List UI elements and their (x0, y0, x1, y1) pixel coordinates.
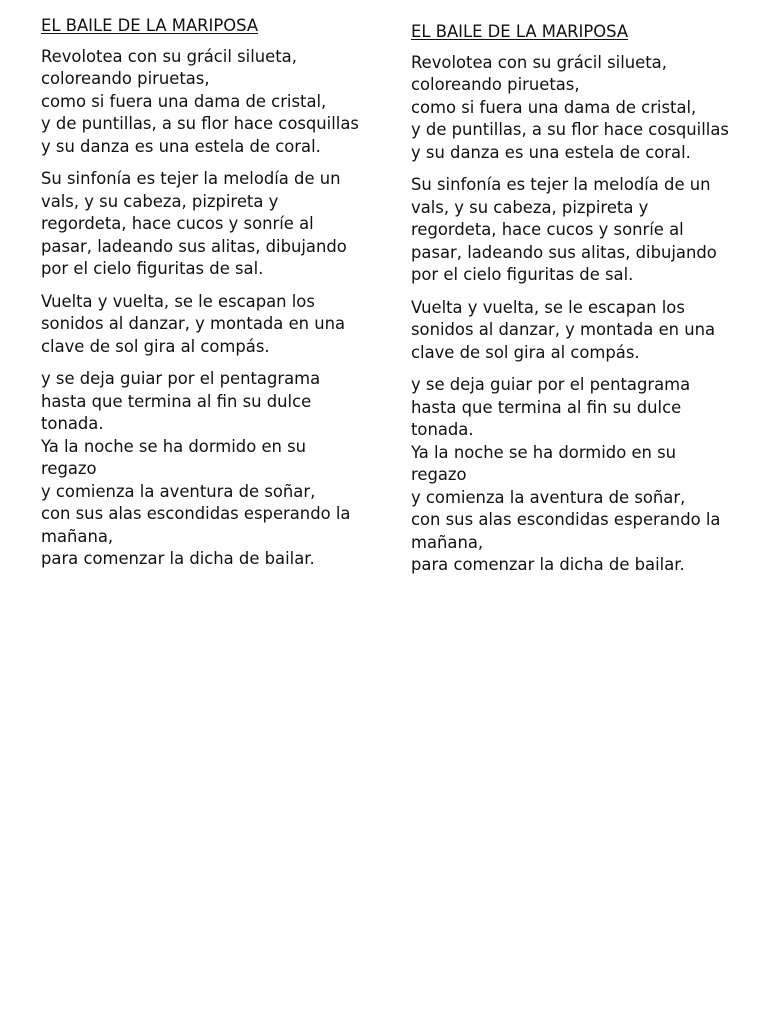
poem-line: Su sinfonía es tejer la melodía de un vals, y su cabeza, pizpireta y regordeta, hace cucos y sonríe al pasar, ladeando sus alitas, dibujando por el cielo figuritas de sal. (41, 169, 347, 278)
poem-line: Revolotea con su grácil silueta, coloreando piruetas, (41, 46, 297, 88)
poem-line: Vuelta y vuelta, se le escapan los sonidos al danzar, y montada en una clave de sol gira al compás. (41, 291, 346, 356)
poem-line: con sus alas escondidas esperando la mañana, (41, 504, 351, 546)
poem-line: y se deja guiar por el pentagrama hasta que termina al fin su dulce tonada. (411, 375, 691, 439)
poem-line: y se deja guiar por el pentagrama hasta que termina al fin su dulce tonada. (41, 369, 321, 433)
poem-line: para comenzar la dicha de bailar. (411, 555, 685, 574)
poem-line: para comenzar la dicha de bailar. (41, 549, 315, 568)
stanza-3 (41, 291, 361, 359)
stanza-4 (41, 368, 361, 571)
stanza-1 (41, 46, 361, 159)
poem-line: y de puntillas, a su flor hace cosquillas y su danza es una estela de coral. (41, 114, 359, 156)
poem-line: y comienza la aventura de soñar, (411, 487, 686, 507)
stanza-1 (411, 52, 731, 165)
poem-line: Su sinfonía es tejer la melodía de un vals, y su cabeza, pizpireta y regordeta, hace cucos y sonríe al pasar, ladeando sus alitas, dibujando por el cielo figuritas de sal. (411, 175, 717, 284)
poem-line: y de puntillas, a su flor hace cosquillas y su danza es una estela de coral. (411, 120, 729, 162)
poem-line: y comienza la aventura de soñar, (41, 481, 316, 501)
poem-line: como si fuera una dama de cristal, (411, 97, 697, 117)
poem-line: Ya la noche se ha dormido en su regazo (411, 442, 677, 484)
poem-title: EL BAILE DE LA MARIPOSA (41, 16, 259, 35)
stanza-2 (41, 168, 361, 281)
poem-line: con sus alas escondidas esperando la mañana, (411, 510, 721, 552)
poem-line: Vuelta y vuelta, se le escapan los sonidos al danzar, y montada en una clave de sol gira al compás. (411, 297, 716, 362)
stanza-4 (411, 374, 731, 577)
poem-column-left (41, 15, 361, 581)
poem-column-right (411, 21, 731, 587)
poem-line: Ya la noche se ha dormido en su regazo (41, 436, 307, 478)
poem-line: Revolotea con su grácil silueta, coloreando piruetas, (411, 52, 667, 94)
stanza-3 (411, 297, 731, 365)
poem-title: EL BAILE DE LA MARIPOSA (411, 22, 629, 41)
stanza-2 (411, 174, 731, 287)
poem-line: como si fuera una dama de cristal, (41, 91, 327, 111)
